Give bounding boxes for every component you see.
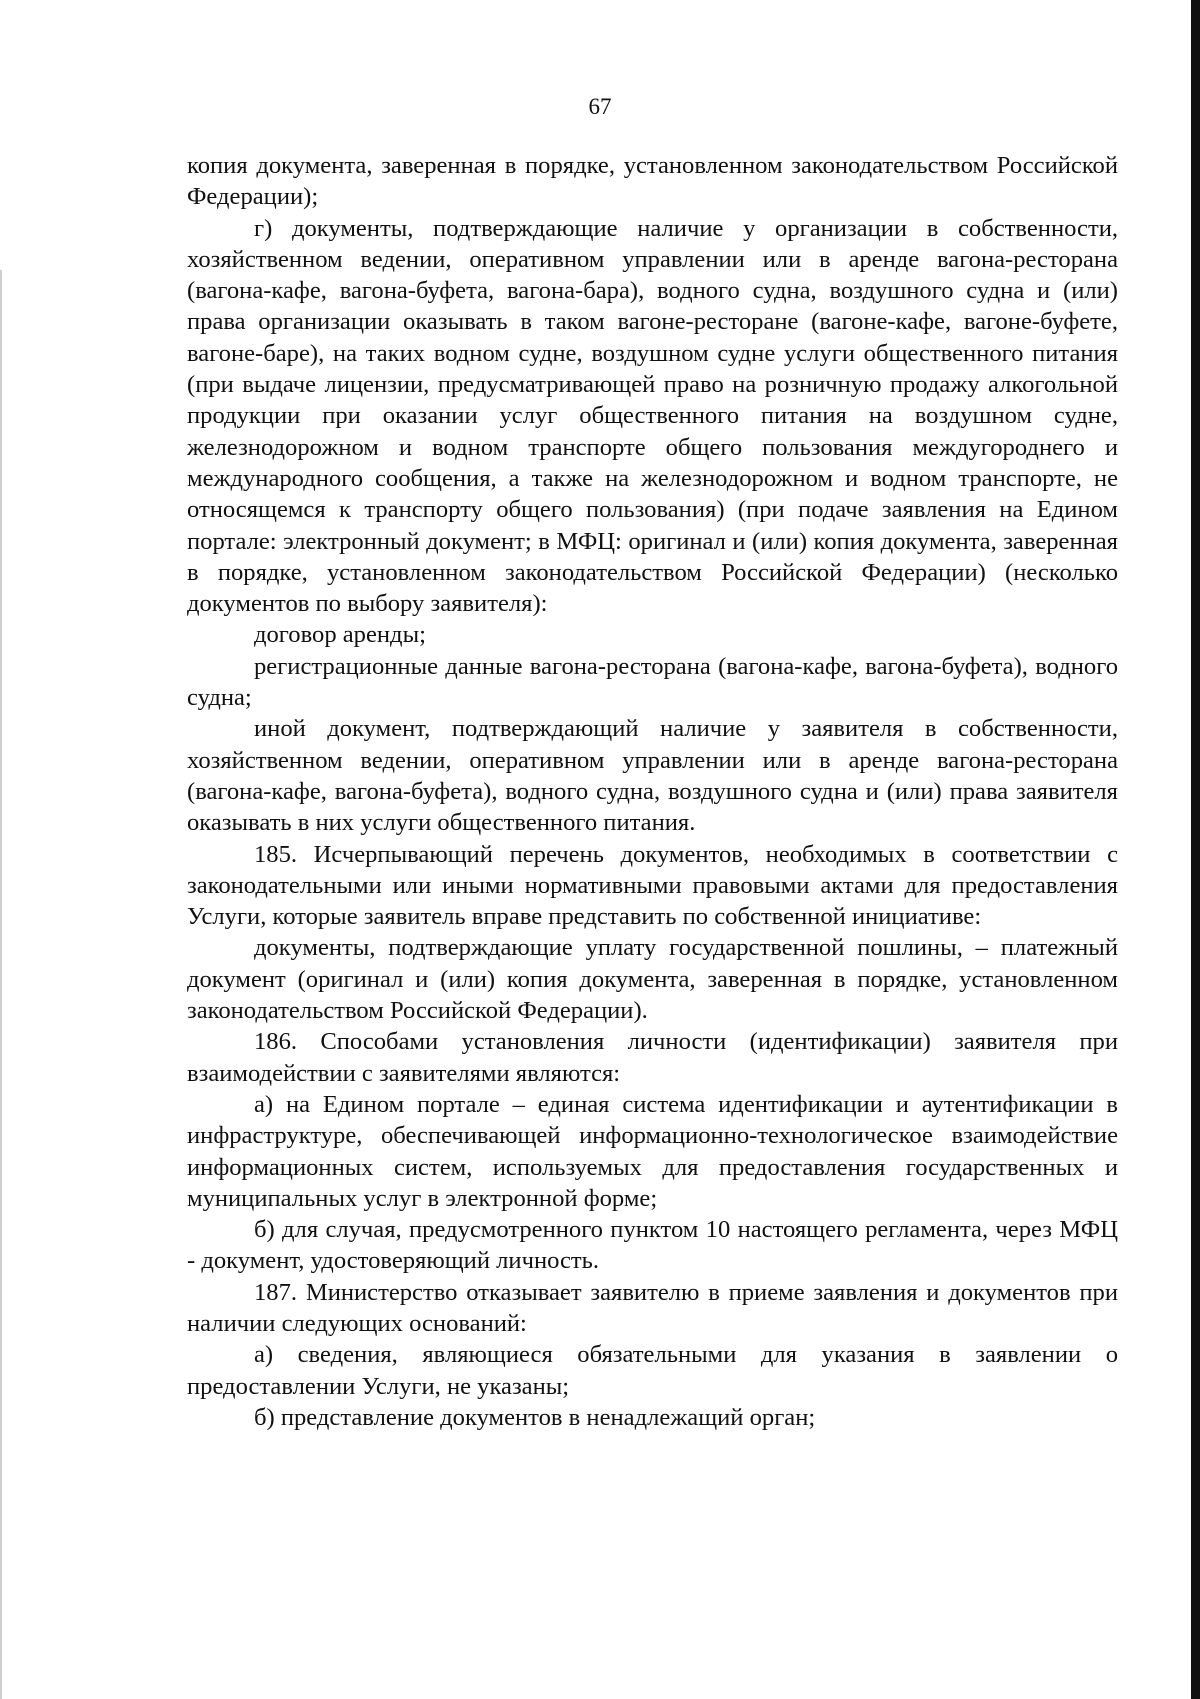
scan-edge-shadow-right [1191, 0, 1200, 1699]
paragraph-186-b: б) для случая, предусмотренного пунктом 10 настоящего регламента, через МФЦ - документ, удостоверяющий личность. [187, 1216, 1118, 1275]
paragraph-186-a: а) на Едином портале – единая система идентификации и аутентификации в инфраструктуре, обеспечивающей информационно-технологическое взаимодействие информационных систем, используемых для предоставления государственных и муниципальных услуг в электронной форме; [187, 1090, 1118, 1212]
page-number: 67 [588, 94, 612, 119]
paragraph-187-a: а) сведения, являющиеся обязательными для указания в заявлении о предоставлении Услуги, не указаны; [187, 1341, 1118, 1400]
paragraph-185: 185. Исчерпывающий перечень документов, необходимых в соответствии с законодательными или иными нормативными правовыми актами для предоставления Услуги, которые заявитель вправе представить по собственной инициативе: [187, 840, 1118, 931]
paragraph-continuation: копия документа, заверенная в порядке, установленном законодательством Российской Федерации); [187, 152, 1118, 211]
paragraph-lease-agreement: договор аренды; [254, 621, 426, 649]
paragraph-state-fee: документы, подтверждающие уплату государственной пошлины, – платежный документ (оригинал и (или) копия документа, заверенная в порядке, установленном законодательством Российской Федерации). [187, 934, 1118, 1025]
scan-edge-shadow-left [0, 270, 2, 1699]
paragraph-item-g: г) документы, подтверждающие наличие у организации в собственности, хозяйственном ведении, оперативном управлении или в аренде вагона-ресторана (вагона-кафе, вагона-буфета, вагона-бара), водного судна, воздушного судна и (или) права организации оказывать в таком вагоне-ресторане (вагоне-кафе, вагоне-буфете, вагоне-баре), на таких водном судне, воздушном судне услуги общественного питания (при выдаче лицензии, предусматривающей право на розничную продажу алкогольной продукции при оказании услуг общественного питания на воздушном судне, железнодорожном и водном транспорте общего пользования междугороднего и международного сообщения, а также на железнодорожном и водном транспорте, не относящемся к транспорту общего пользования) (при подаче заявления на Едином портале: электронный документ; в МФЦ: оригинал и (или) копия документа, заверенная в порядке, установленном законодательством Российской Федерации) (несколько документов по выбору заявителя): [187, 214, 1118, 618]
paragraph-187: 187. Министерство отказывает заявителю в приеме заявления и документов при наличии следующих оснований: [187, 1278, 1118, 1337]
paragraph-registration-data: регистрационные данные вагона-ресторана (вагона-кафе, вагона-буфета), водного судна; [187, 652, 1118, 712]
paragraph-186: 186. Способами установления личности (идентификации) заявителя при взаимодействии с заявителями являются: [187, 1028, 1118, 1087]
document-body [187, 150, 1118, 1433]
paragraph-other-document: иной документ, подтверждающий наличие у заявителя в собственности, хозяйственном ведении, оперативном управлении или в аренде вагона-ресторана (вагона-кафе, вагона-буфета), водного судна, воздушного судна и (или) права заявителя оказывать в них услуги общественного питания. [187, 715, 1118, 837]
paragraph-187-b: б) представление документов в ненадлежащий орган; [254, 1403, 816, 1431]
